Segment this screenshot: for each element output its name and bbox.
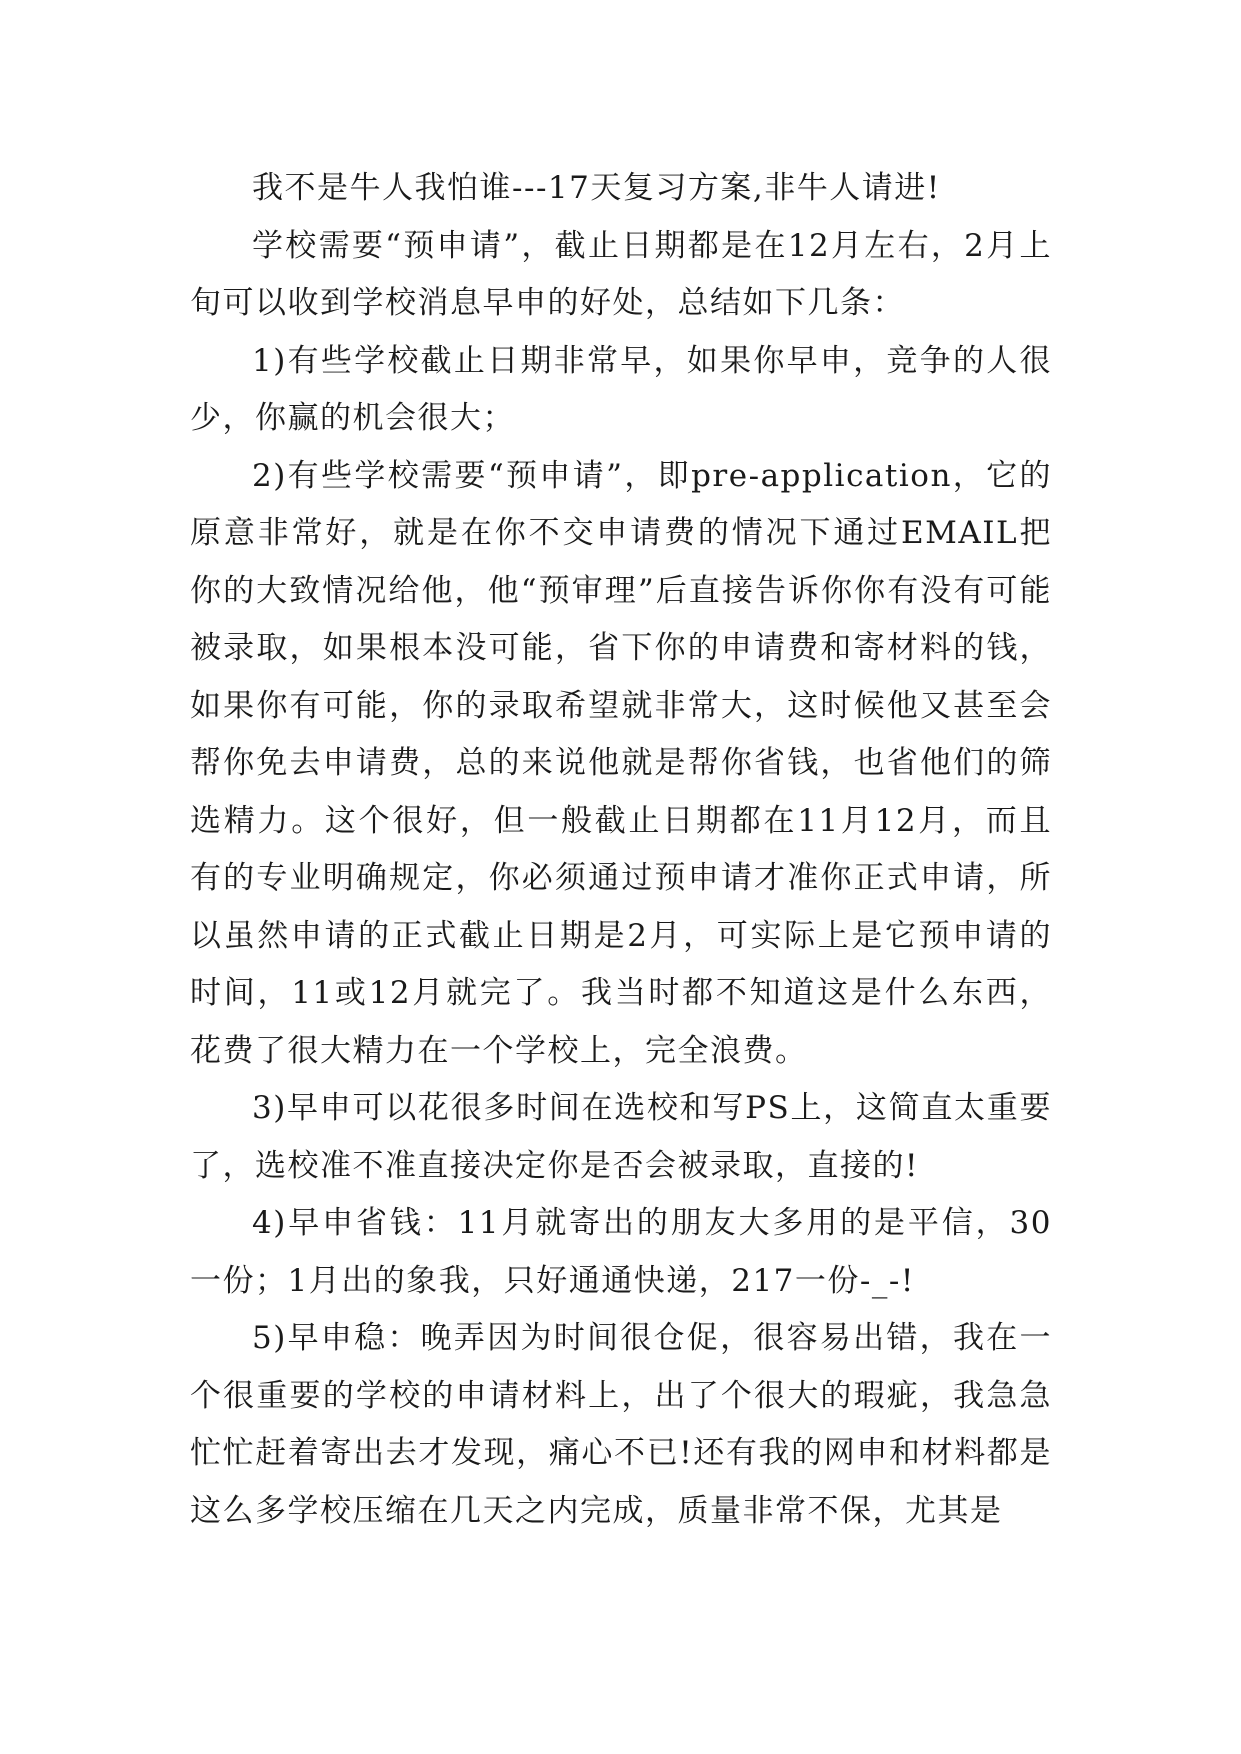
paragraph-point-2: 2)有些学校需要“预申请”，即pre-application，它的原意非常好，就是在你不交申请费的情况下通过EMAIL把你的大致情况给他，他“预审理”后直接告诉你你有没有可能被录取，如果根本没可能，省下你的申请费和寄材料的钱，如果你有可能，你的录取希望就非常大，这时候他又甚至会帮你免去申请费，总的来说他就是帮你省钱，也省他们的筛选精力。这个很好，但一般截止日期都在11月12月，而且有的专业明确规定，你必须通过预申请才准你正式申请，所以虽然申请的正式截止日期是2月，可实际上是它预申请的时间，11或12月就完了。我当时都不知道这是什么东西，花费了很大精力在一个学校上，完全浪费。 [190,457,1052,1069]
paragraph-point-5: 5)早申稳：晚弄因为时间很仓促，很容易出错，我在一个很重要的学校的申请材料上，出了个很大的瑕疵，我急急忙忙赶着寄出去才发现，痛心不已!还有我的网申和材料都是这么多学校压缩在几天之内完成，质量非常不保，尤其是 [190,1320,1052,1529]
paragraph-point-1: 1)有些学校截止日期非常早，如果你早申，竞争的人很少，你赢的机会很大； [190,342,1052,436]
document-title-line: 我不是牛人我怕谁---17天复习方案,非牛人请进! [252,170,941,206]
paragraph-intro: 学校需要“预申请”，截止日期都是在12月左右，2月上旬可以收到学校消息早申的好处，总结如下几条： [190,227,1052,321]
paragraph-point-4: 4)早申省钱：11月就寄出的朋友大多用的是平信，30一份；1月出的象我，只好通通快递，217一份-_-! [190,1205,1052,1299]
document-page [190,160,1052,1540]
paragraph-point-3: 3)早申可以花很多时间在选校和写PS上，这简直太重要了，选校准不准直接决定你是否会被录取，直接的! [190,1090,1052,1184]
